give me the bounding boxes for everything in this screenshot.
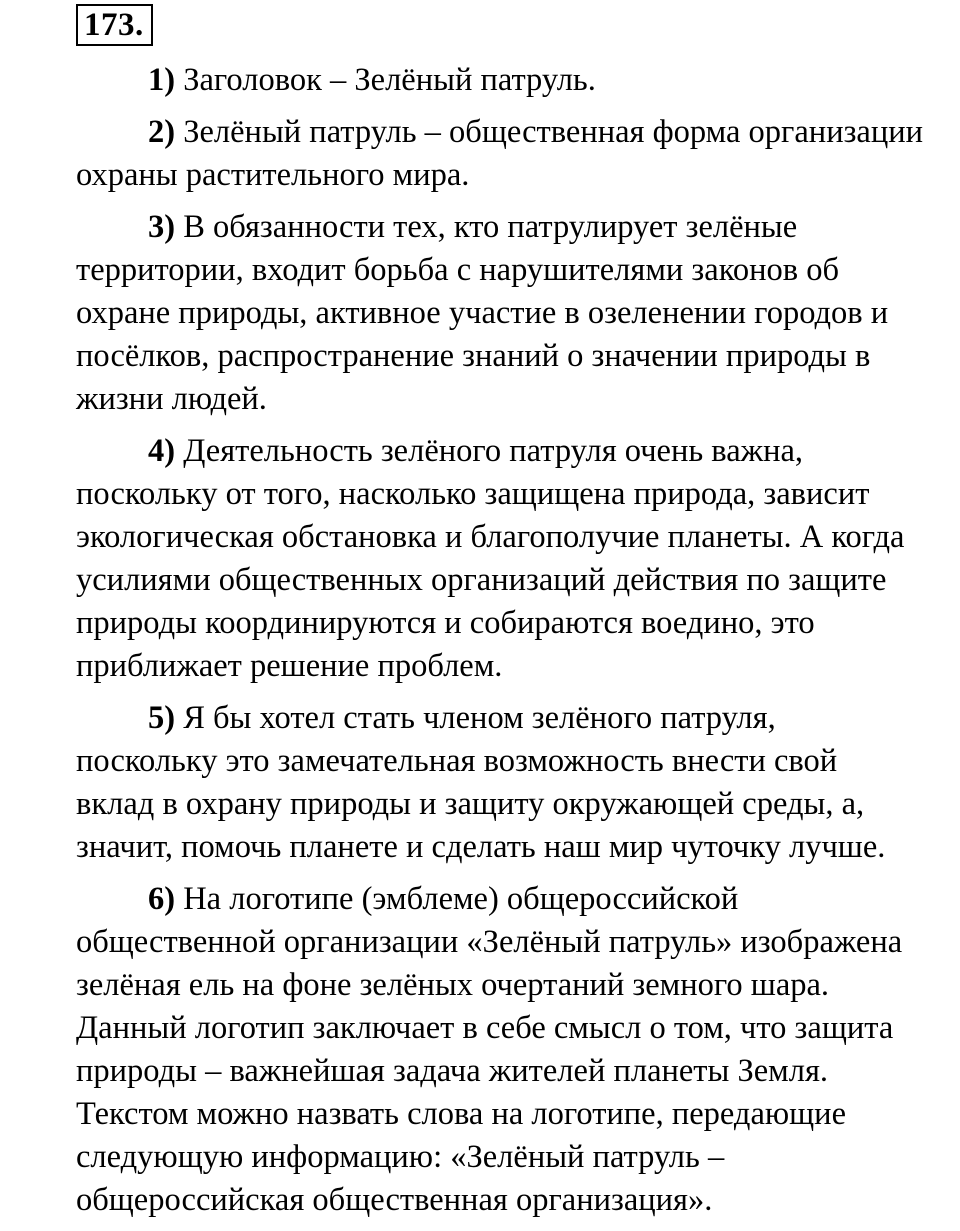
answer-text: [4, 59, 956, 1231]
item-number: 6): [148, 881, 176, 917]
paragraph-line: жизни людей.: [76, 381, 267, 417]
paragraph-line: [4, 59, 956, 102]
paragraph-line: природы координируются и собираются воедино, это: [76, 605, 815, 641]
answer-paragraph-4: [4, 430, 956, 688]
line-text: Зелёный патруль – общественная форма организации: [175, 114, 924, 150]
paragraph-line: приближает решение проблем.: [76, 648, 503, 684]
paragraph-line: экологическая обстановка и благополучие планеты. А когда: [76, 519, 905, 555]
paragraph-line: [4, 878, 956, 921]
answer-paragraph-2: [4, 111, 956, 197]
paragraph-line: [4, 697, 956, 740]
paragraph-line: охраны растительного мира.: [76, 157, 470, 193]
item-number: 5): [148, 700, 176, 736]
item-number: 4): [148, 433, 176, 469]
task-number-box: 173.: [76, 4, 153, 46]
line-text: Я бы хотел стать членом зелёного патруля,: [175, 700, 776, 736]
paragraph-line: [4, 430, 956, 473]
line-text: В обязанности тех, кто патрулирует зелёные: [175, 209, 798, 245]
paragraph-line: посёлков, распространение знаний о значении природы в: [76, 338, 871, 374]
answer-paragraph-1: [4, 59, 956, 102]
paragraph-line: охране природы, активное участие в озеленении городов и: [76, 295, 889, 331]
item-number: 3): [148, 209, 176, 245]
paragraph-line: природы – важнейшая задача жителей планеты Земля.: [76, 1053, 829, 1089]
item-number: 2): [148, 114, 176, 150]
paragraph-line: вклад в охрану природы и защиту окружающей среды, а,: [76, 786, 865, 822]
line-text: Заголовок – Зелёный патруль.: [175, 62, 596, 98]
paragraph-line: Текстом можно назвать слова на логотипе, передающие: [76, 1096, 847, 1132]
answer-paragraph-6: [4, 878, 956, 1222]
paragraph-line: следующую информацию: «Зелёный патруль –: [76, 1139, 725, 1175]
paragraph-line: территории, входит борьба с нарушителями законов об: [76, 252, 839, 288]
paragraph-line: усилиями общественных организаций действия по защите: [76, 562, 887, 598]
item-number: 1): [148, 62, 176, 98]
paragraph-line: общественной организации «Зелёный патруль» изображена: [76, 924, 903, 960]
answer-paragraph-3: [4, 206, 956, 421]
paragraph-line: общероссийская общественная организация».: [76, 1182, 713, 1218]
paragraph-line: зелёная ель на фоне зелёных очертаний земного шара.: [76, 967, 830, 1003]
paragraph-line: поскольку от того, насколько защищена природа, зависит: [76, 476, 870, 512]
paragraph-line: [4, 111, 956, 154]
paragraph-line: [4, 206, 956, 249]
paragraph-line: значит, помочь планете и сделать наш мир чуточку лучше.: [76, 829, 886, 865]
line-text: На логотипе (эмблеме) общероссийской: [175, 881, 739, 917]
line-text: Деятельность зелёного патруля очень важна,: [175, 433, 804, 469]
paragraph-line: поскольку это замечательная возможность внести свой: [76, 743, 838, 779]
answer-paragraph-5: [4, 697, 956, 869]
paragraph-line: Данный логотип заключает в себе смысл о том, что защита: [76, 1010, 894, 1046]
